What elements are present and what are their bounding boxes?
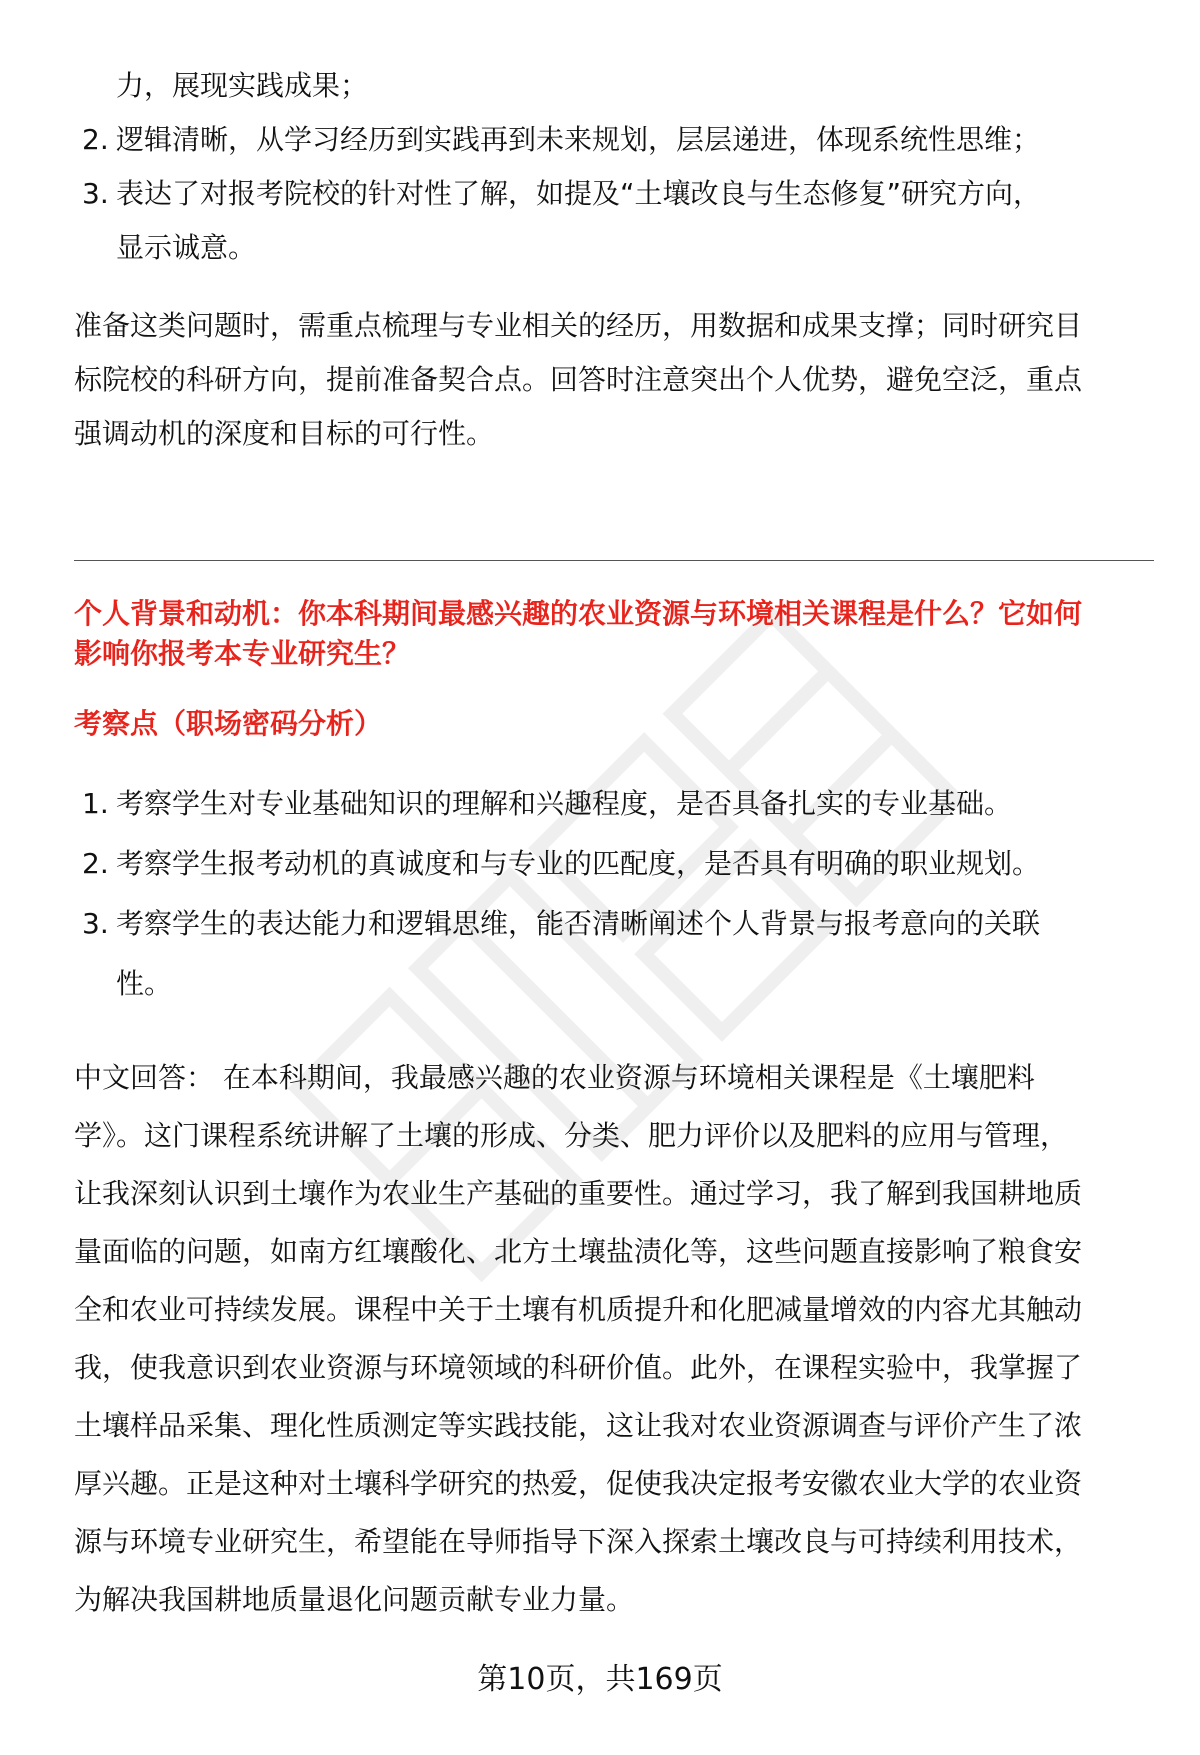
focus-item-2-number: 2.	[82, 847, 109, 880]
section-divider	[74, 560, 1154, 561]
answer-line-9: 源与环境专业研究生，希望能在导师指导下深入探索土壤改良与可持续利用技术，	[74, 1525, 1083, 1558]
focus-item-3-number: 3.	[82, 907, 109, 940]
answer-line-7: 土壤样品采集、理化性质测定等实践技能，这让我对农业资源调查与评价产生了浓	[74, 1409, 1083, 1442]
focus-item-2-text: 考察学生报考动机的真诚度和与专业的匹配度，是否具有明确的职业规划。	[116, 847, 1041, 880]
answer-line-6: 我，使我意识到农业资源与环境领域的科研价值。此外，在课程实验中，我掌握了	[74, 1351, 1083, 1384]
list-item-3-number: 3.	[82, 177, 109, 210]
summary-paragraph-line1: 准备这类问题时，需重点梳理与专业相关的经历，用数据和成果支撑；同时研究目	[74, 309, 1083, 342]
focus-item-3-text-line1: 考察学生的表达能力和逻辑思维，能否清晰阐述个人背景与报考意向的关联	[116, 907, 1041, 940]
list-item-1-continuation: 力，展现实践成果；	[116, 69, 369, 102]
list-item-3-text-line1: 表达了对报考院校的针对性了解，如提及“土壤改良与生态修复”研究方向，	[116, 177, 1042, 210]
list-item-3-text-line2: 显示诚意。	[116, 231, 257, 264]
answer-line-1: 中文回答： 在本科期间，我最感兴趣的农业资源与环境相关课程是《土壤肥料	[74, 1061, 1035, 1094]
focus-item-3-text-line2: 性。	[116, 967, 173, 1000]
answer-line-5: 全和农业可持续发展。课程中关于土壤有机质提升和化肥减量增效的内容尤其触动	[74, 1293, 1083, 1326]
focus-item-1-text: 考察学生对专业基础知识的理解和兴趣程度，是否具备扎实的专业基础。	[116, 787, 1013, 820]
answer-line-8: 厚兴趣。正是这种对土壤科学研究的热爱，促使我决定报考安徽农业大学的农业资	[74, 1467, 1083, 1500]
page-number-footer: 第10页，共169页	[477, 1662, 723, 1697]
summary-paragraph-line2: 标院校的科研方向，提前准备契合点。回答时注意突出个人优势，避免空泛，重点	[74, 363, 1083, 396]
answer-line-10: 为解决我国耕地质量退化问题贡献专业力量。	[74, 1583, 635, 1616]
question-heading-line1: 个人背景和动机：你本科期间最感兴趣的农业资源与环境相关课程是什么？它如何	[74, 597, 1083, 630]
list-item-2-number: 2.	[82, 123, 109, 156]
focus-item-1-number: 1.	[82, 787, 109, 820]
summary-paragraph-line3: 强调动机的深度和目标的可行性。	[74, 417, 495, 450]
answer-line-2: 学》。这门课程系统讲解了土壤的形成、分类、肥力评价以及肥料的应用与管理，	[74, 1119, 1069, 1152]
list-item-2-text: 逻辑清晰，从学习经历到实践再到未来规划，层层递进，体现系统性思维；	[116, 123, 1041, 156]
focus-heading: 考察点（职场密码分析）	[74, 707, 383, 740]
answer-line-4: 量面临的问题，如南方红壤酸化、北方土壤盐渍化等，这些问题直接影响了粮食安	[74, 1235, 1083, 1268]
answer-line-3: 让我深刻认识到土壤作为农业生产基础的重要性。通过学习，我了解到我国耕地质	[74, 1177, 1083, 1210]
question-heading-line2: 影响你报考本专业研究生？	[74, 637, 411, 670]
